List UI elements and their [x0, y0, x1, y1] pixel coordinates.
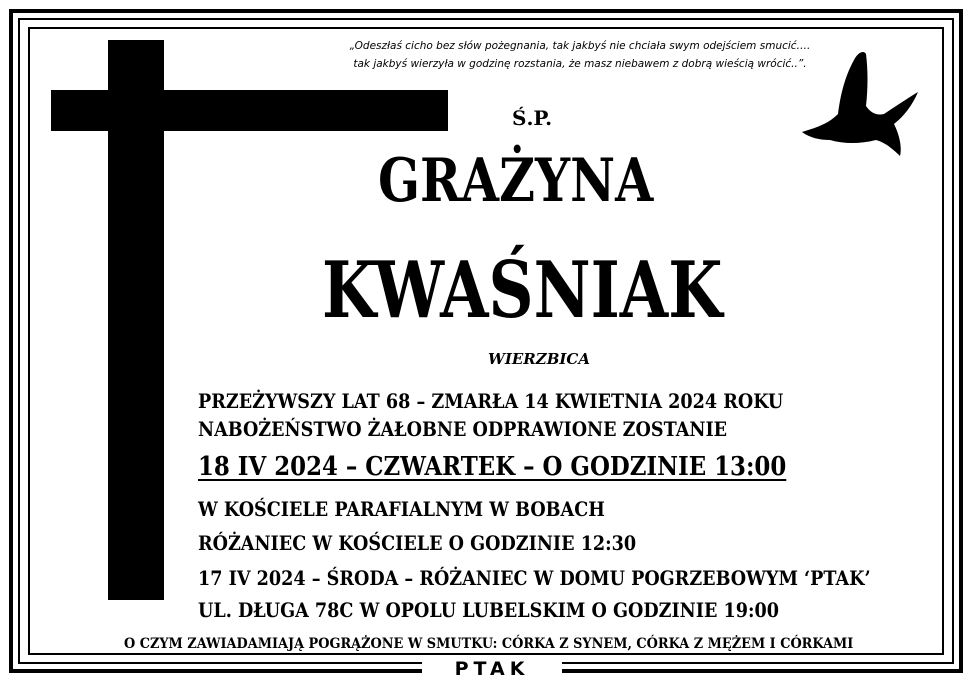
- deceased-place: WIERZBICA: [488, 350, 590, 368]
- deceased-prefix: Ś.P.: [512, 106, 553, 130]
- deceased-first-name: GRAŻYNA: [378, 146, 654, 216]
- church-location: W KOŚCIELE PARAFIALNYM W BOBACH: [198, 497, 605, 521]
- age-and-death-date: PRZEŻYWSZY LAT 68 – ZMARŁA 14 KWIETNIA 2024 ROKU: [198, 389, 784, 413]
- brand-logo: PTAK: [422, 656, 562, 682]
- funeral-date-time: 18 IV 2024 – CZWARTEK – O GODZINIE 13:00: [198, 452, 787, 482]
- funeral-home-address: UL. DŁUGA 78C W OPOLU LUBELSKIM O GODZINIE 19:00: [198, 598, 780, 622]
- service-announcement: NABOŻEŃSTWO ŻAŁOBNE ODPRAWIONE ZOSTANIE: [198, 417, 728, 441]
- cross-horizontal-beam: [51, 90, 448, 131]
- dove-icon: [800, 48, 924, 160]
- quote-line-2: tak jakbyś wierzyła w godzinę rozstania, że masz niebawem z dobrą wieścią wrócić..”.: [353, 58, 807, 70]
- memorial-quote: [330, 37, 830, 73]
- quote-line-1: „Odeszłaś cicho bez słów pożegnania, tak jakbyś nie chciała swym odejściem smucić….: [349, 40, 811, 52]
- deceased-surname: KWAŚNIAK: [322, 245, 723, 336]
- rosary-church-time: RÓŻANIEC W KOŚCIELE O GODZINIE 12:30: [198, 531, 637, 555]
- rosary-funeral-home: 17 IV 2024 – ŚRODA – RÓŻANIEC W DOMU POGRZEBOWYM ‘PTAK’: [198, 566, 871, 590]
- family-notice: O CZYM ZAWIADAMIAJĄ POGRĄŻONE W SMUTKU: CÓRKA Z SYNEM, CÓRKA Z MĘŻEM I CÓRKAMI: [124, 636, 854, 652]
